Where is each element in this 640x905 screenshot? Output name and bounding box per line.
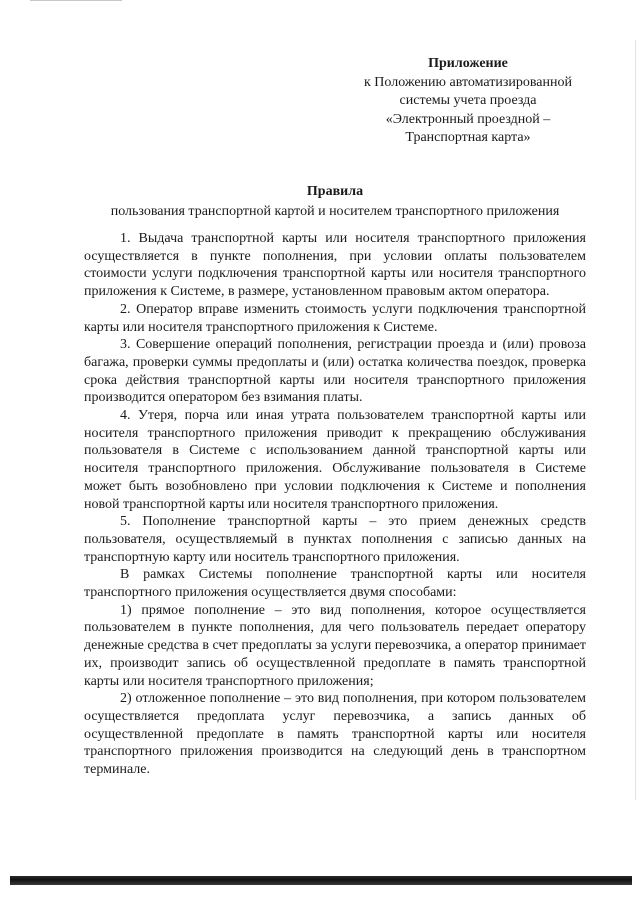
paragraph: 1. Выдача транспортной карты или носителя транспортного приложения осуществляется в пункте пополнения, при условии оплаты пользователем стоимости услуги подключения транспортной карты или носителя транспортного приложения к Системе, в размере, установленном правовым актом оператора. [84, 231, 586, 300]
document-body [84, 230, 586, 779]
scan-artifact-bottom-bar [10, 876, 632, 885]
appendix-line: к Положению автоматизированной [363, 74, 573, 90]
paragraph: 2. Оператор вправе изменить стоимость услуги подключения транспортной карты или носителя транспортного приложения к Системе. [84, 301, 586, 335]
scan-artifact-top-line [30, 0, 122, 1]
paragraph: 2) отложенное пополнение – это вид пополнения, при котором пользователем осуществляется предоплата услуг перевозчика, а запись данных об осуществленной предоплате в память транспортной карты или носителя транспортного приложения производится на следующий день в транспортном терминале. [84, 691, 586, 778]
document-title: Правила [306, 184, 364, 199]
document-title-block [84, 182, 586, 222]
paragraph: 5. Пополнение транспортной карты – это прием денежных средств пользователя, осуществляемый в пунктах пополнения с записью данных на транспортную карту или носитель транспортного приложения. [84, 514, 586, 565]
paragraph: 1) прямое пополнение – это вид пополнения, которое осуществляется пользователем в пункте пополнения, для чего пользователь передает оператору денежные средства в счет предоплаты за услуги перевозчика, а оператор принимает их, производит запись об осуществленной предоплате в память транспортной карты или носителя транспортного приложения; [84, 602, 586, 689]
paragraph: 4. Утеря, порча или иная утрата пользователем транспортной карты или носителя транспортного приложения приводит к прекращению обслуживания пользователя в Системе с использованием данной транспортной карты или носителя транспортного приложения. Обслуживание пользователя в Системе может быть возобновлено при условии подключения к Системе и пополнения новой транспортной карты или носителя транспортного приложения. [84, 408, 586, 512]
paragraph: 3. Совершение операций пополнения, регистрации проезда и (или) провоза багажа, проверки суммы предоплаты и (или) остатка количества поездок, проверка срока действия транспортной карты или носителя транспортного приложения производится оператором без взимания платы. [84, 337, 586, 406]
paragraph: В рамках Системы пополнение транспортной карты или носителя транспортного приложения осуществляется двумя способами: [84, 567, 586, 601]
appendix-line: «Электронный проездной – [385, 111, 551, 127]
appendix-line: Транспортная карта» [405, 130, 531, 145]
appendix-line: системы учета проезда [399, 93, 537, 108]
document-subtitle: пользования транспортной картой и носителем транспортного приложения [110, 204, 560, 219]
scan-artifact-right-edge [635, 40, 636, 800]
appendix-block [350, 55, 586, 148]
appendix-heading: Приложение [428, 56, 508, 71]
